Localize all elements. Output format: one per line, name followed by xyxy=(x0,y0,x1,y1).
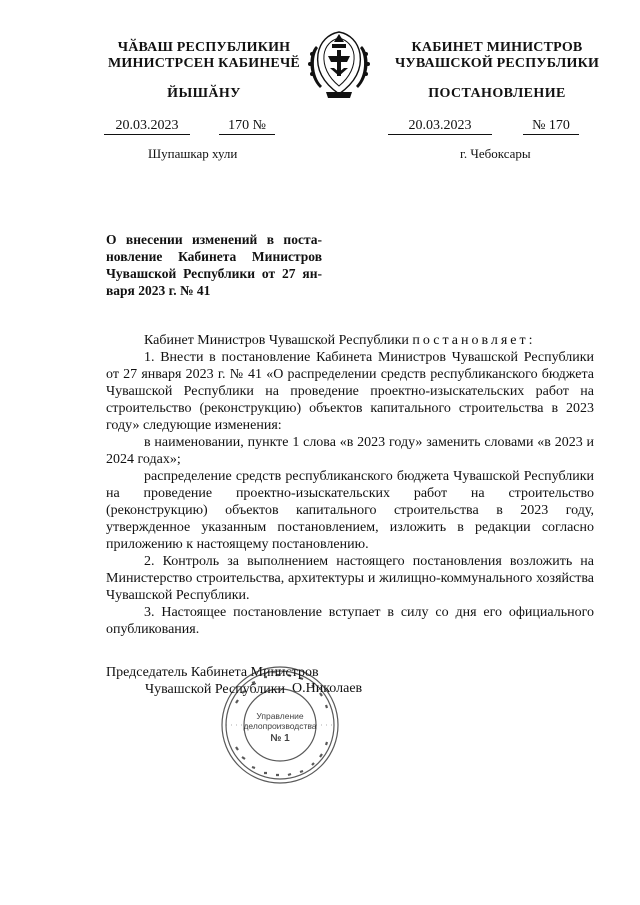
doc-type-right: ПОСТАНОВЛЕНИЕ xyxy=(428,86,566,101)
document-title: О внесении изменений в поста-новление Кабинета Министров Чувашской Республики от 27 ян-варя 2023 г. № 41 xyxy=(106,232,322,298)
right-number: № 170 xyxy=(523,118,579,135)
intro-verb: постановляет: xyxy=(412,333,536,348)
place-left: Шупашкар хули xyxy=(148,146,238,161)
doc-type-left: ЙЫШӐНУ xyxy=(167,86,241,101)
header-left xyxy=(104,40,304,72)
coat-of-arms-icon xyxy=(298,24,380,102)
body-paragraph-3: распределение средств республиканского бюджета Чувашской Республики на проведение проектно-изыскательских работ на строительство (реконструкцию) объектов капитального строительства в 2023 году, утвержденное указанным постановлением, изложить в редакции согласно приложению к настоящему постановлению. xyxy=(106,469,594,552)
stamp-line-2: делопроизводства xyxy=(243,721,317,731)
body-paragraph-5: 3. Настоящее постановление вступает в силу со дня его официального опубликования. xyxy=(106,605,594,637)
body-paragraph-1: 1. Внести в постановление Кабинета Министров Чувашской Республики от 27 января 2023 г. № 41 «О распределении средств республиканского бюджета Чувашской Республики на проведение проектно-изыскательских работ на строительство (реконструкцию) объектов капитального строительства в 2023 году» следующие изменения: xyxy=(106,350,594,433)
left-number: 170 № xyxy=(219,118,275,135)
document-body xyxy=(106,332,594,638)
left-date: 20.03.2023 xyxy=(104,118,190,135)
body-intro xyxy=(106,332,594,349)
signature-name: О.Николаев xyxy=(292,681,363,696)
place-right: г. Чебоксары xyxy=(460,146,531,161)
signature-line-2: Чувашской Республики xyxy=(145,682,286,697)
stamp-line-1: Управление xyxy=(256,711,304,721)
header-right-line1: КАБИНЕТ МИНИСТРОВ xyxy=(411,40,583,55)
right-date-line xyxy=(388,118,579,135)
left-date-line xyxy=(104,118,275,135)
header-right-line2: ЧУВАШСКОЙ РЕСПУБЛИКИ xyxy=(394,56,600,71)
signature-line-1: Председатель Кабинета Министров xyxy=(106,665,319,680)
header-right xyxy=(392,40,602,72)
stamp-line-3: № 1 xyxy=(270,733,290,744)
header-left-line1: ЧӐВАШ РЕСПУБЛИКИН xyxy=(117,40,291,55)
intro-text: Кабинет Министров Чувашской Республики xyxy=(144,333,409,348)
header-left-line2: МИНИСТРСЕН КАБИНЕЧӖ xyxy=(108,56,300,71)
body-paragraph-4: 2. Контроль за выполнением настоящего постановления возложить на Министерство строительства, архитектуры и жилищно-коммунального хозяйства Чувашской Республики. xyxy=(106,554,594,603)
right-date: 20.03.2023 xyxy=(388,118,492,135)
body-paragraph-2: в наименовании, пункте 1 слова «в 2023 году» заменить словами «в 2023 и 2024 годах»; xyxy=(106,435,594,467)
